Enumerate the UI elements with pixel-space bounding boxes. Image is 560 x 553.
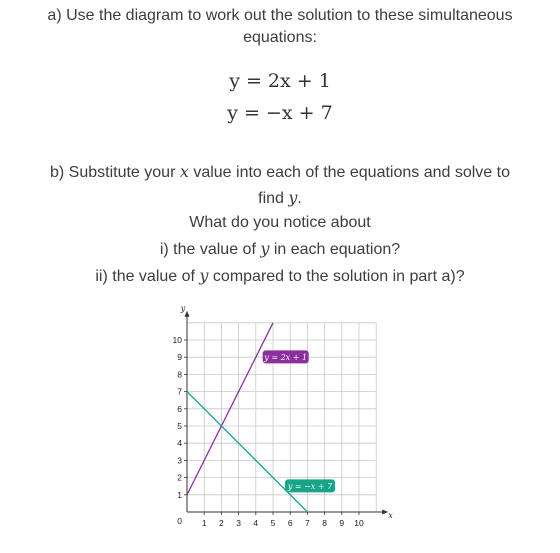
part-b-line-5-pre: ii) the value of [95, 268, 200, 285]
x-tick-label: 2 [219, 518, 224, 528]
x-tick-label: 10 [354, 518, 364, 528]
part-b-line-4-post: in each equation? [269, 241, 401, 258]
part-a-line-2: equations: [243, 29, 317, 46]
part-b-line-2-var: y [288, 188, 298, 207]
y-tick-label: 7 [177, 386, 182, 397]
part-b-line-1-post: value into each of the equations and solve to [188, 164, 510, 181]
x-tick-label: 1 [201, 518, 207, 528]
x-tick-label: 3 [236, 518, 241, 528]
y-tick-label: 9 [177, 352, 182, 363]
y-tick-label: 6 [177, 403, 182, 414]
y-tick-label: 4 [177, 438, 182, 449]
part-a-line-1: a) Use the diagram to work out the solution to these simultaneous [47, 7, 513, 24]
y-tick-label: 1 [177, 489, 182, 500]
x-tick-label: 9 [339, 518, 345, 528]
equation-2: y = −x + 7 [227, 102, 333, 124]
part-b-line-2-pre: find [258, 190, 289, 207]
part-b-line-2-post: . [297, 190, 302, 207]
series-tag-y-equals-2x-plus-1-text: y = 2x + 1 [264, 352, 308, 362]
x-axis-label: x [388, 511, 393, 520]
series-tag-y-equals-minus-x-plus-7-text: y = −x + 7 [287, 481, 333, 491]
x-tick-label: 4 [253, 518, 259, 528]
part-b-line-5-post: compared to the solution in part a)? [208, 268, 465, 285]
x-tick-label: 5 [270, 518, 276, 528]
y-tick-label: 2 [177, 472, 182, 483]
x-tick-label: 6 [287, 518, 293, 528]
y-tick-label: 3 [177, 455, 182, 466]
part-b-line-4-var: y [260, 239, 270, 258]
y-tick-label: 10 [172, 335, 182, 345]
part-b-line-1-pre: b) Substitute your [50, 164, 180, 181]
series-line-y-equals-minus-x-plus-7 [187, 392, 307, 512]
x-tick-label: 7 [305, 518, 310, 528]
part-b-line-5-var: y [199, 266, 209, 285]
x-tick-label: 8 [322, 518, 327, 528]
part-b-line-4-pre: i) the value of [159, 241, 261, 258]
y-tick-label: 8 [177, 369, 182, 380]
y-axis-label: y [180, 303, 186, 313]
part-b-line-1-var: x [179, 162, 189, 181]
equation-1: y = 2x + 1 [229, 70, 331, 92]
part-b-line-3: What do you notice about [189, 214, 371, 231]
y-tick-label: 5 [177, 421, 182, 431]
origin-label: 0 [177, 516, 182, 526]
